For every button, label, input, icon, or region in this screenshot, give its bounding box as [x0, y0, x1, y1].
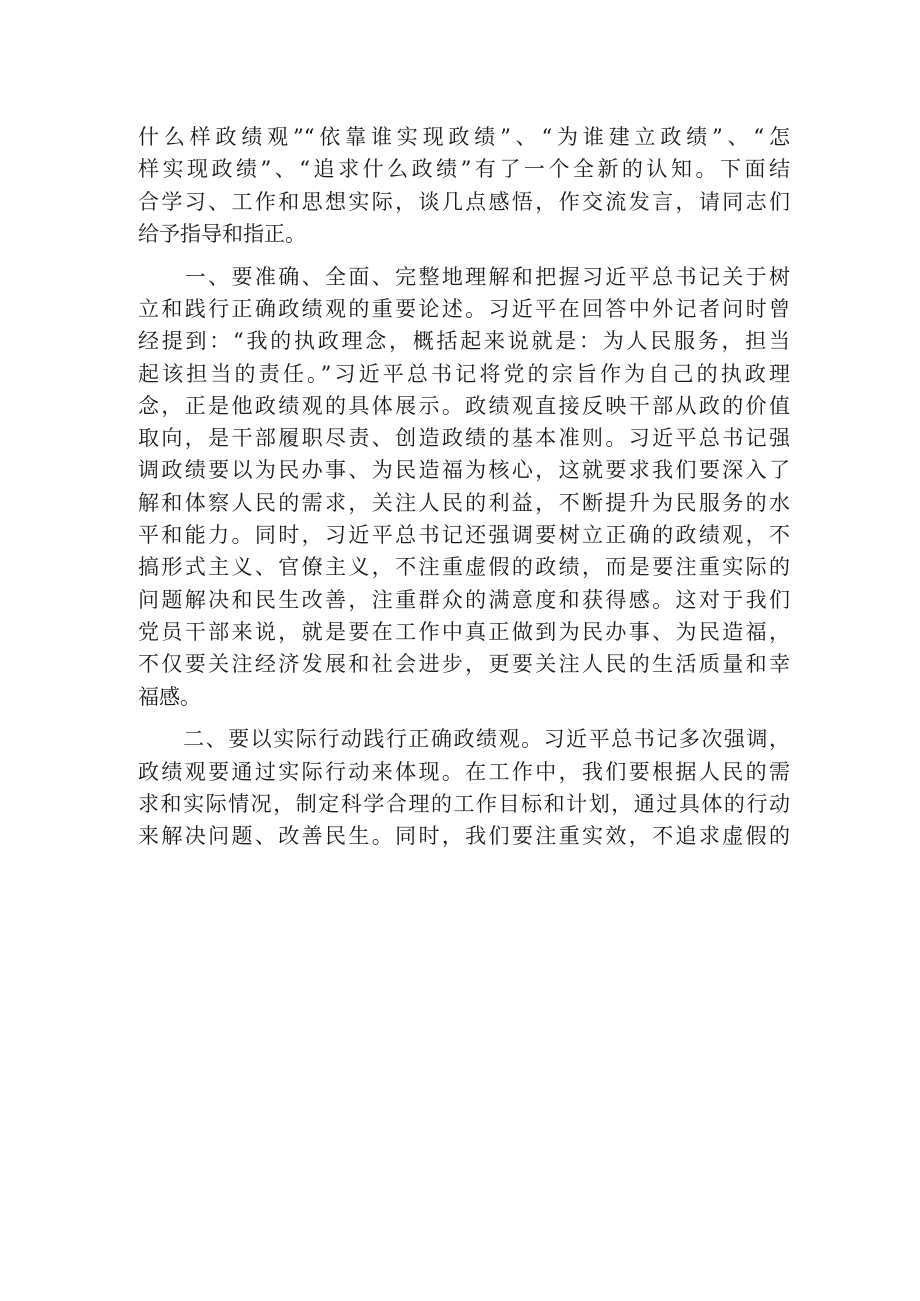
- text-line: 解和体察人民的需求，关注人民的利益，不断提升为民服务的水: [138, 490, 790, 515]
- text-line: 合学习、工作和思想实际，谈几点感悟，作交流发言，请同志们: [138, 189, 790, 214]
- text-line: 来解决问题、改善民生。同时，我们要注重实效，不追求虚假的: [138, 824, 790, 849]
- text-line: 二、要以实际行动践行正确政绩观。习近平总书记多次强调，: [138, 727, 790, 752]
- text-line: 样实现政绩”、“追求什么政绩”有了一个全新的认知。下面结: [138, 157, 790, 182]
- text-line: 搞形式主义、官僚主义，不注重虚假的政绩，而是要注重实际的: [138, 555, 790, 580]
- text-line: 起该担当的责任。”习近平总书记将党的宗旨作为自己的执政理: [138, 361, 790, 386]
- text-line: 调政绩要以为民办事、为民造福为核心，这就要求我们要深入了: [138, 458, 790, 483]
- text-line: 平和能力。同时，习近平总书记还强调要树立正确的政绩观，不: [138, 523, 790, 548]
- text-line: 党员干部来说，就是要在工作中真正做到为民办事、为民造福，: [138, 619, 790, 644]
- text-line: 问题解决和民生改善，注重群众的满意度和获得感。这对于我们: [138, 587, 790, 612]
- paragraph-intro: [138, 121, 790, 250]
- paragraph-spacer: [138, 250, 790, 261]
- paragraph-section-two: [138, 723, 790, 852]
- text-line: 念，正是他政绩观的具体展示。政绩观直接反映干部从政的价值: [138, 393, 790, 418]
- text-line: 经提到：“我的执政理念，概括起来说就是：为人民服务，担当: [138, 329, 790, 354]
- text-line: 取向，是干部履职尽责、创造政绩的基本准则。习近平总书记强: [138, 426, 790, 451]
- text-line: 立和践行正确政绩观的重要论述。习近平在回答中外记者问时曾: [138, 296, 790, 321]
- text-line: 什么样政绩观”“依靠谁实现政绩”、“为谁建立政绩”、“怎: [138, 125, 790, 149]
- text-line: 不仅要关注经济发展和社会进步，更要关注人民的生活质量和幸: [138, 652, 790, 677]
- document-body: [138, 121, 790, 853]
- paragraph-spacer: [138, 713, 790, 724]
- text-line: 政绩观要通过实际行动来体现。在工作中，我们要根据人民的需: [138, 759, 790, 784]
- text-line: 给予指导和指正。: [138, 221, 306, 246]
- paragraph-section-one: [138, 261, 790, 713]
- text-line: 福感。: [138, 684, 201, 709]
- text-line: 求和实际情况，制定科学合理的工作目标和计划，通过具体的行动: [138, 791, 790, 816]
- text-line: 一、要准确、全面、完整地理解和把握习近平总书记关于树: [138, 264, 790, 289]
